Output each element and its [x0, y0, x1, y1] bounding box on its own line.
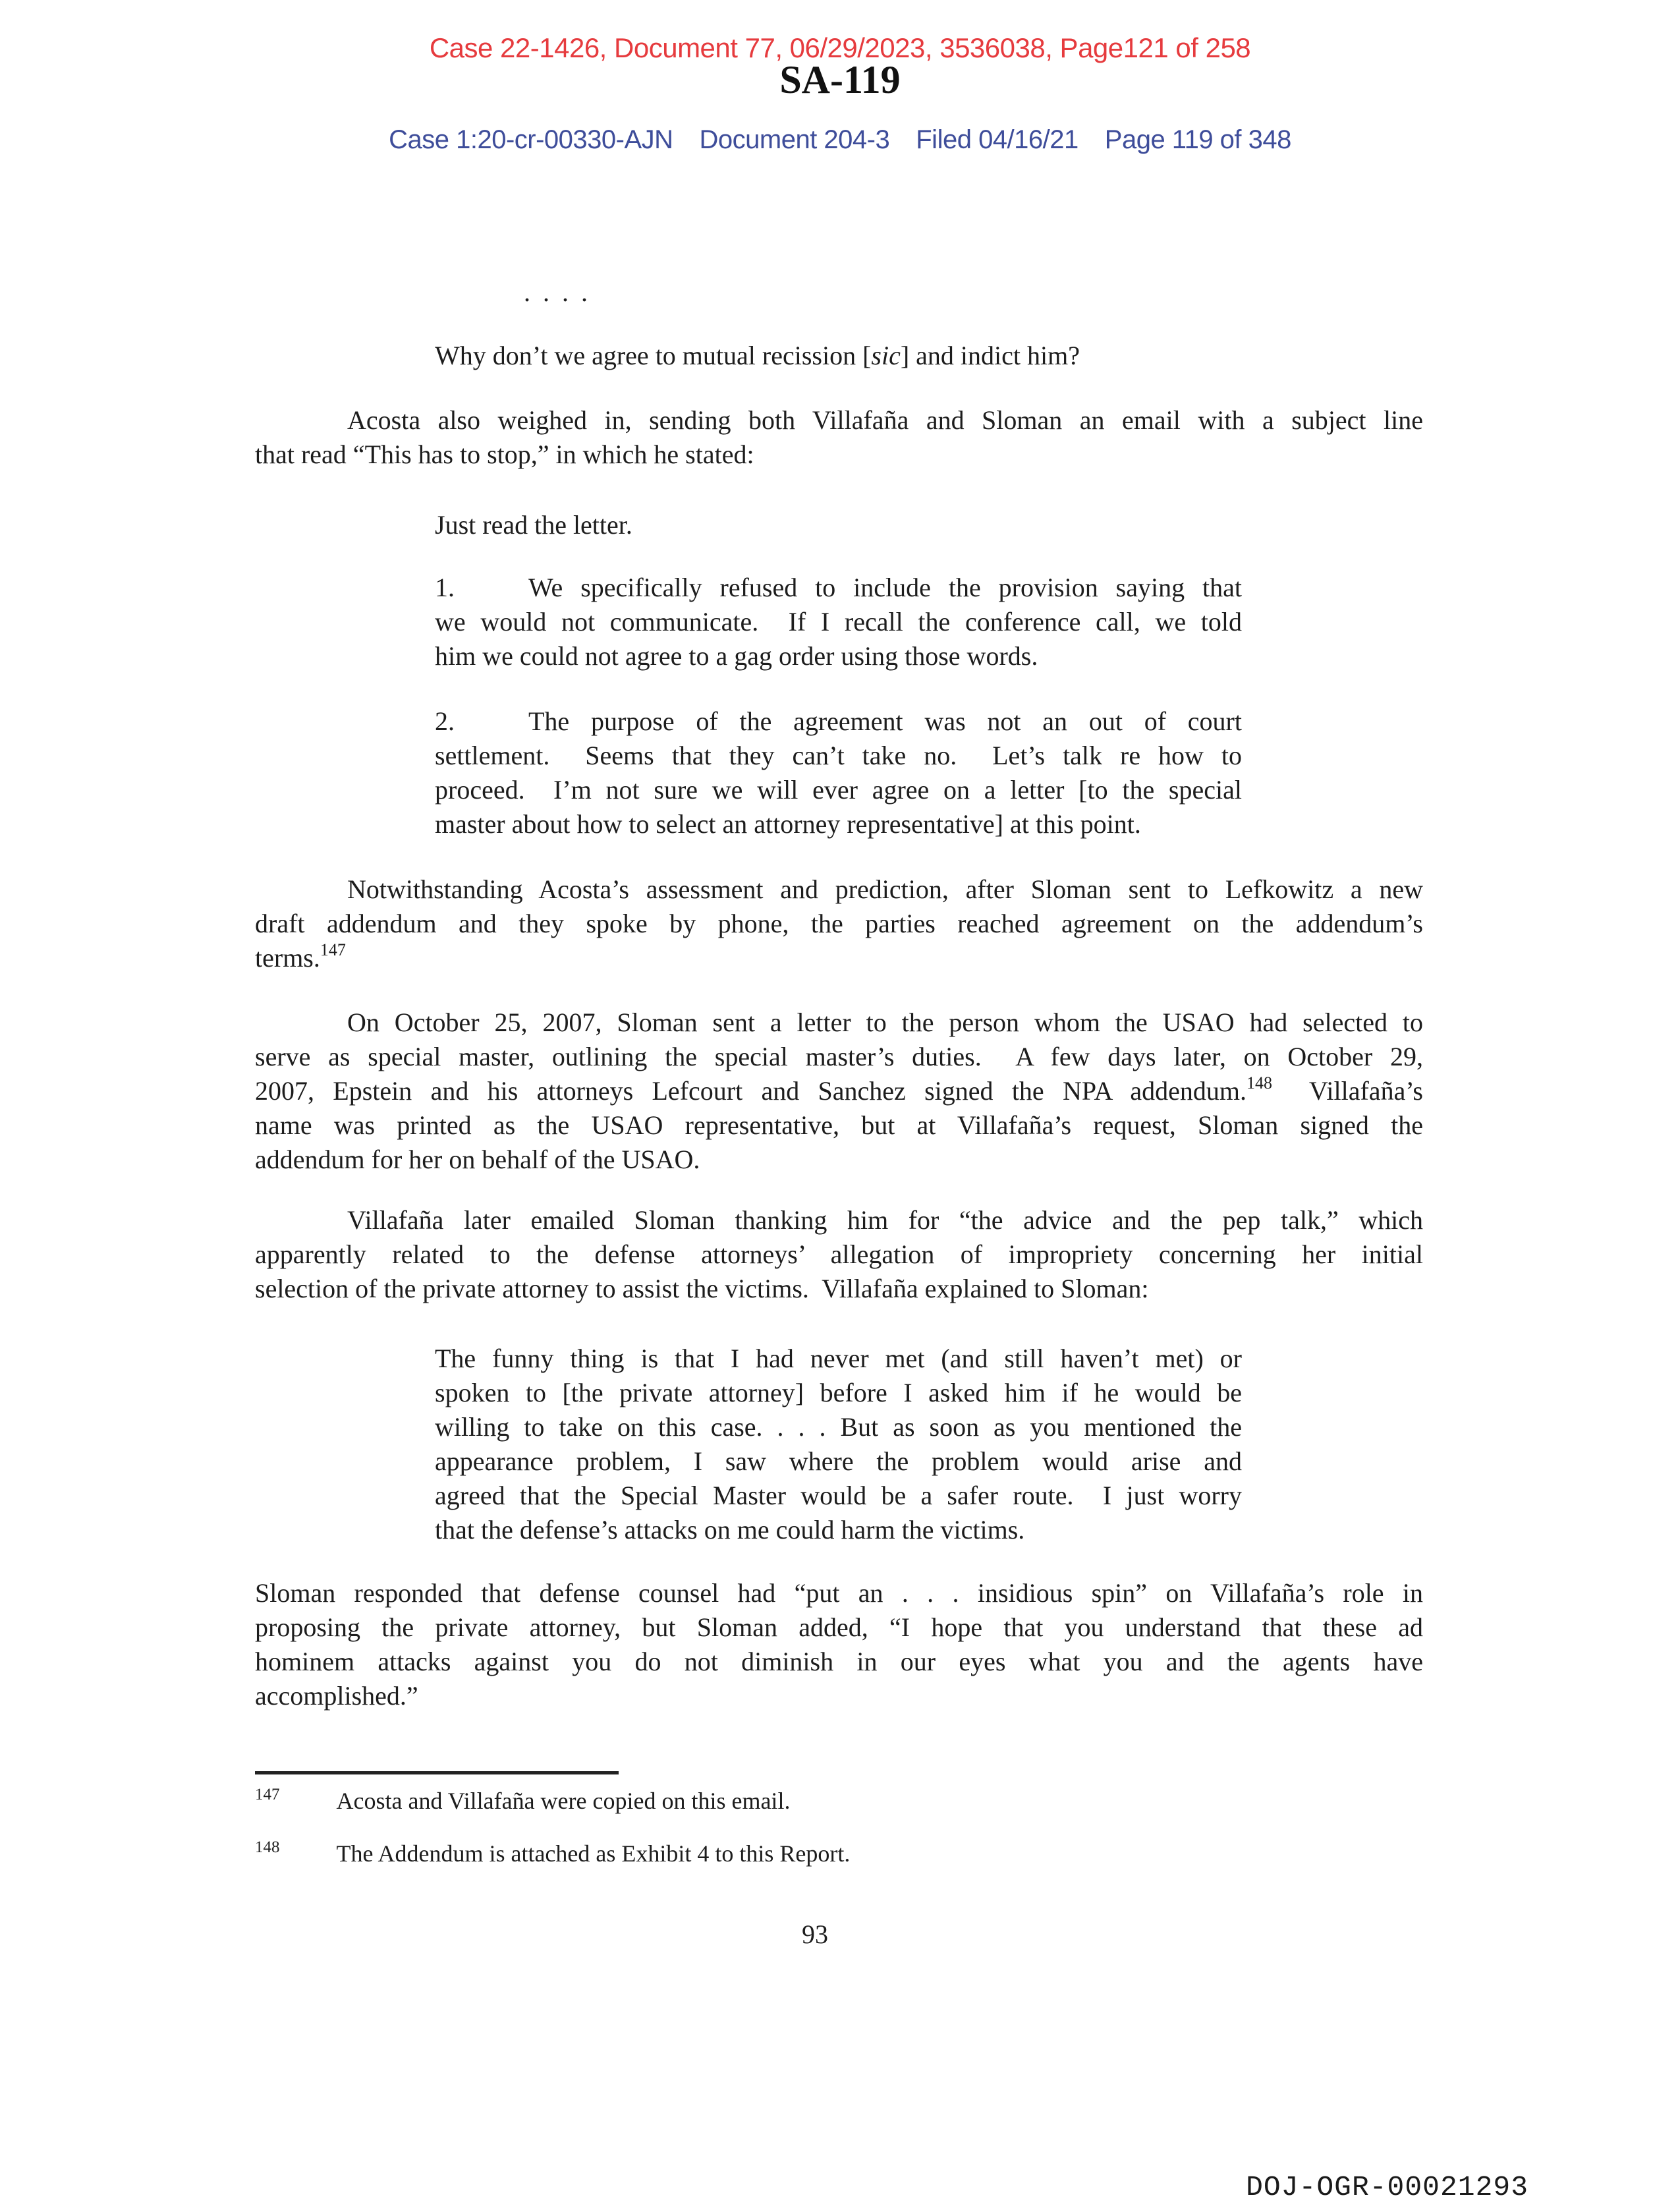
paragraph-acosta-intro: Acosta also weighed in, sending both Villafaña and Sloman an email with a subject line that read “This has to stop,” in which he stated: [255, 405, 1423, 469]
quote-just-read: Just read the letter. [435, 510, 632, 540]
footnote-separator [255, 1771, 619, 1774]
ellipsis-marker: . . . . [524, 277, 588, 307]
district-case-stamp [0, 125, 1680, 154]
appendix-page-label: SA-119 [779, 58, 901, 101]
quote-why-line: Why don’t we agree to mutual recission [sic] and indict him? [435, 341, 1080, 370]
paragraph-sloman-response: Sloman responded that defense counsel had “put an . . . insidious spin” on Villafaña’s role in proposing the private attorney, but Sloman added, “I hope that you understand that these ad hominem attacks against you do not diminish in our eyes what you and the agents have accomplished.” [255, 1578, 1423, 1711]
appellate-ecf-stamp: Case 22-1426, Document 77, 06/29/2023, 3536038, Page121 of 258 [429, 32, 1251, 63]
paragraph-notwithstanding: Notwithstanding Acosta’s assessment and prediction, after Sloman sent to Lefkowitz a new draft addendum and they spoke by phone, the parties reached agreement on the addendum’s terms.$^{147}$ [255, 874, 1423, 973]
bates-number: DOJ-OGR-00021293 [1246, 2171, 1528, 2203]
quote-item-2: 2. The purpose of the agreement was not an out of court settlement. Seems that they can’t take no. Let’s talk re how to proceed. I’m not sure we will ever agree on a letter [to the special master about how to select an attorney representative] at this point. [435, 706, 1242, 839]
footnote-147: $^{147}$ Acosta and Villafaña were copied on this email. [255, 1786, 791, 1814]
page-count-stamp: Page 119 of 348 [1104, 125, 1291, 154]
case-number-stamp: Case 1:20-cr-00330-AJN [389, 125, 673, 154]
paragraph-october-letter: On October 25, 2007, Sloman sent a letter to the person whom the USAO had selected to serve as special master, outlining the special master’s duties. A few days later, on October 29, 2007, Epstein and his attorneys Lefcourt and Sanchez signed the NPA addendum.$^{148}$ Villafaña’s name was printed as the USAO representative, but at Villafaña’s request, Sloman signed the addendum for her on behalf of the USAO. [255, 1007, 1423, 1174]
paragraph-villafana-email: Villafaña later emailed Sloman thanking him for “the advice and the pep talk,” which apparently related to the defense attorneys’ allegation of impropriety concerning her initial selection of the private attorney to assist the victims. Villafaña explained to Sloman: [255, 1205, 1423, 1303]
quote-item-1: 1. We specifically refused to include the provision saying that we would not communicate. If I recall the conference call, we told him we could not agree to a gag order using those words. [435, 573, 1242, 671]
page-number: 93 [802, 1919, 828, 1949]
quote-funny-thing: The funny thing is that I had never met (and still haven’t met) or spoken to [the private attorney] before I asked him if he would be willing to take on this case. . . . But as soon as you mentioned the appearance problem, I saw where the problem would arise and agreed that the Special Master would be a safer route. I just worry that the defense’s attacks on me could harm the victims. [435, 1344, 1242, 1545]
filed-date-stamp: Filed 04/16/21 [916, 125, 1078, 154]
document-number-stamp: Document 204-3 [699, 125, 890, 154]
footnote-148: $^{148}$ The Addendum is attached as Exhibit 4 to this Report. [255, 1838, 851, 1867]
